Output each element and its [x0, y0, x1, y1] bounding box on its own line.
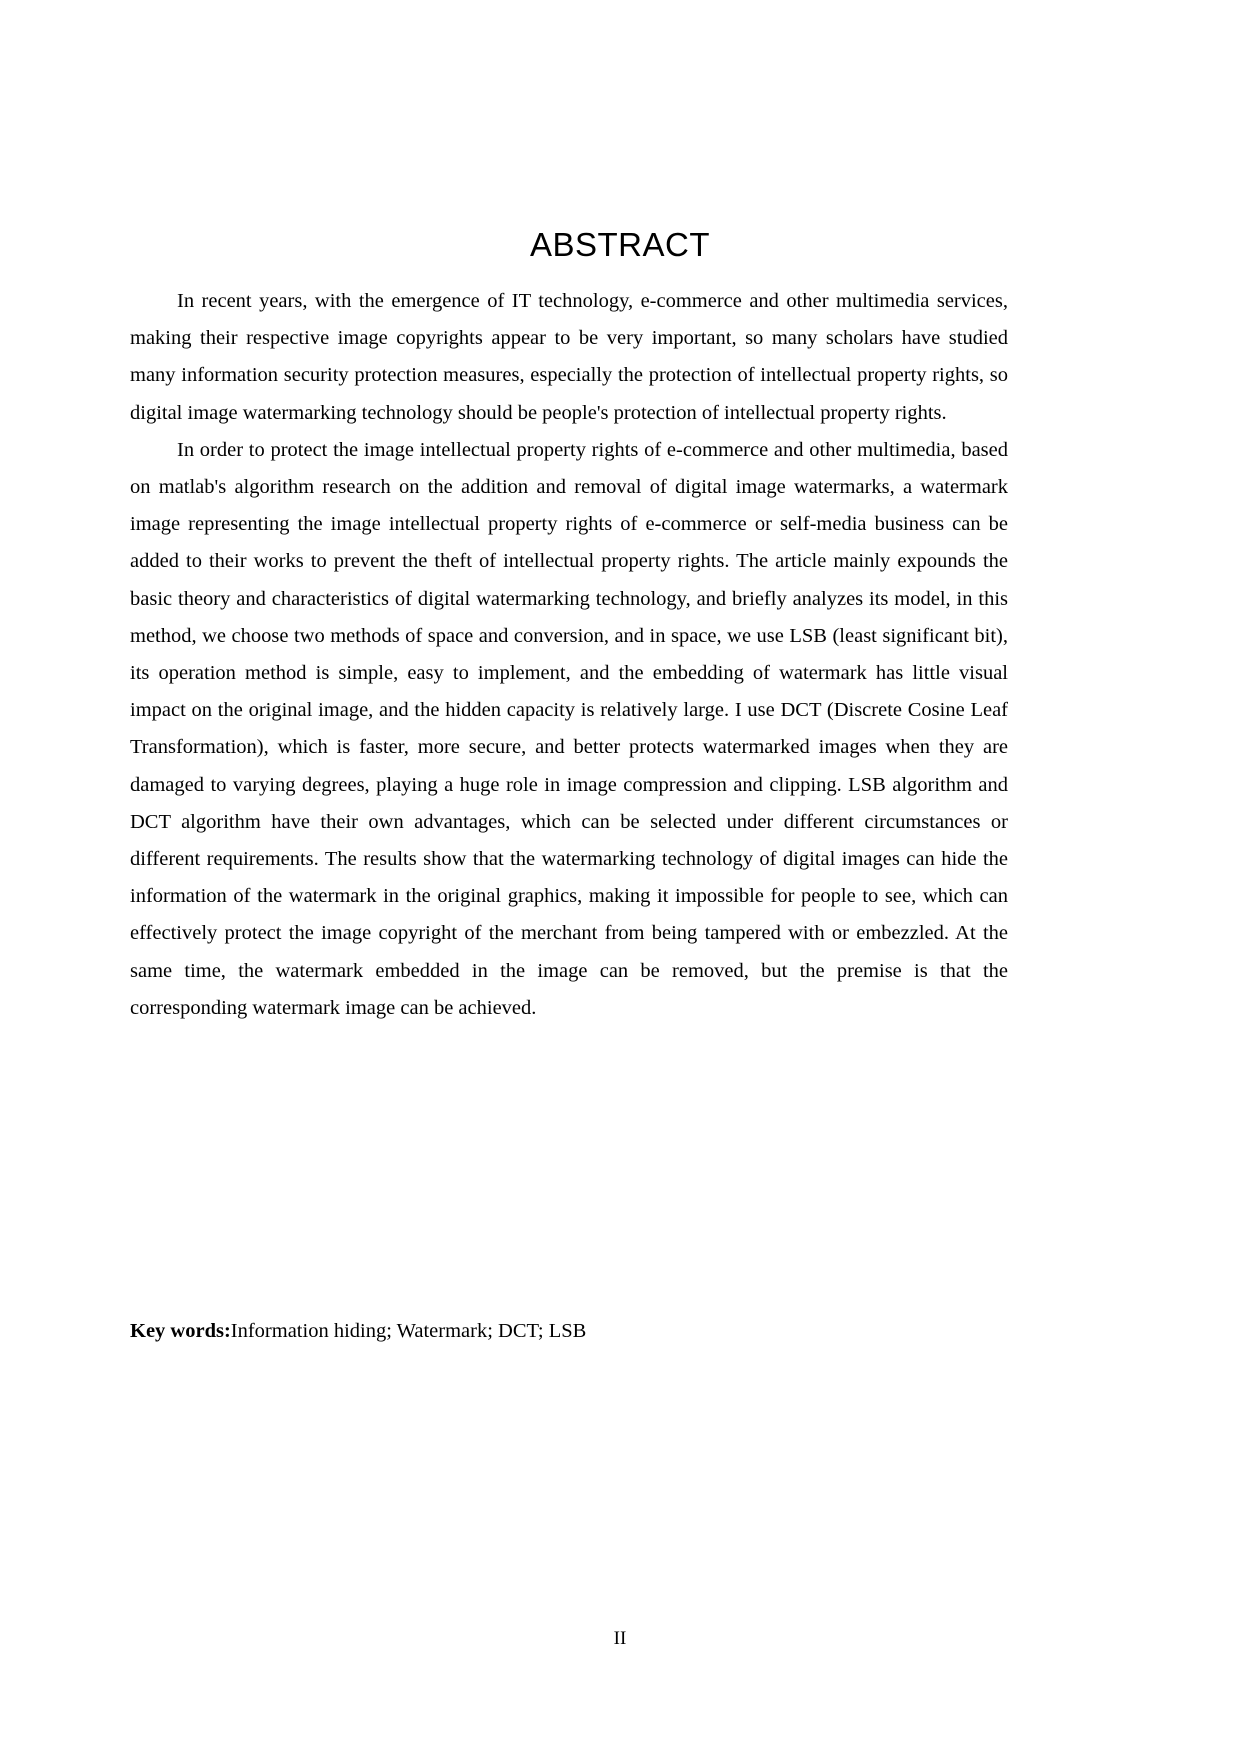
page-number: II	[613, 1628, 627, 1649]
page-title: ABSTRACT	[529, 226, 711, 264]
abstract-paragraph: In recent years, with the emergence of IT technology, e-commerce and other multimedia services, making their respective image copyrights appear to be very important, so many scholars have studied many information security protection measures, especially the protection of intellectual property rights, so digital image watermarking technology should be people's protection of intellectual property rights.	[130, 290, 1008, 424]
keywords-label: Key words:	[130, 1320, 231, 1342]
keywords-line	[130, 1313, 1008, 1350]
keywords-value: Information hiding; Watermark; DCT; LSB	[230, 1320, 587, 1342]
abstract-paragraph: In order to protect the image intellectual property rights of e-commerce and other multimedia, based on matlab's algorithm research on the addition and removal of digital image watermarks, a watermark image representing the image intellectual property rights of e-commerce or self-media business can be added to their works to prevent the theft of intellectual property rights. The article mainly expounds the basic theory and characteristics of digital watermarking technology, and briefly analyzes its model, in this method, we choose two methods of space and conversion, and in space, we use LSB (least significant bit), its operation method is simple, easy to implement, and the embedding of watermark has little visual impact on the original image, and the hidden capacity is relatively large. I use DCT (Discrete Cosine Leaf Transformation), which is faster, more secure, and better protects watermarked images when they are damaged to varying degrees, playing a huge role in image compression and clipping. LSB algorithm and DCT algorithm have their own advantages, which can be selected under different circumstances or different requirements. The results show that the watermarking technology of digital images can hide the information of the watermark in the original graphics, making it impossible for people to see, which can effectively protect the image copyright of the merchant from being tampered with or embezzled. At the same time, the watermark embedded in the image can be removed, but the premise is that the corresponding watermark image can be achieved.	[130, 438, 1008, 1019]
abstract-body	[130, 283, 1008, 1027]
